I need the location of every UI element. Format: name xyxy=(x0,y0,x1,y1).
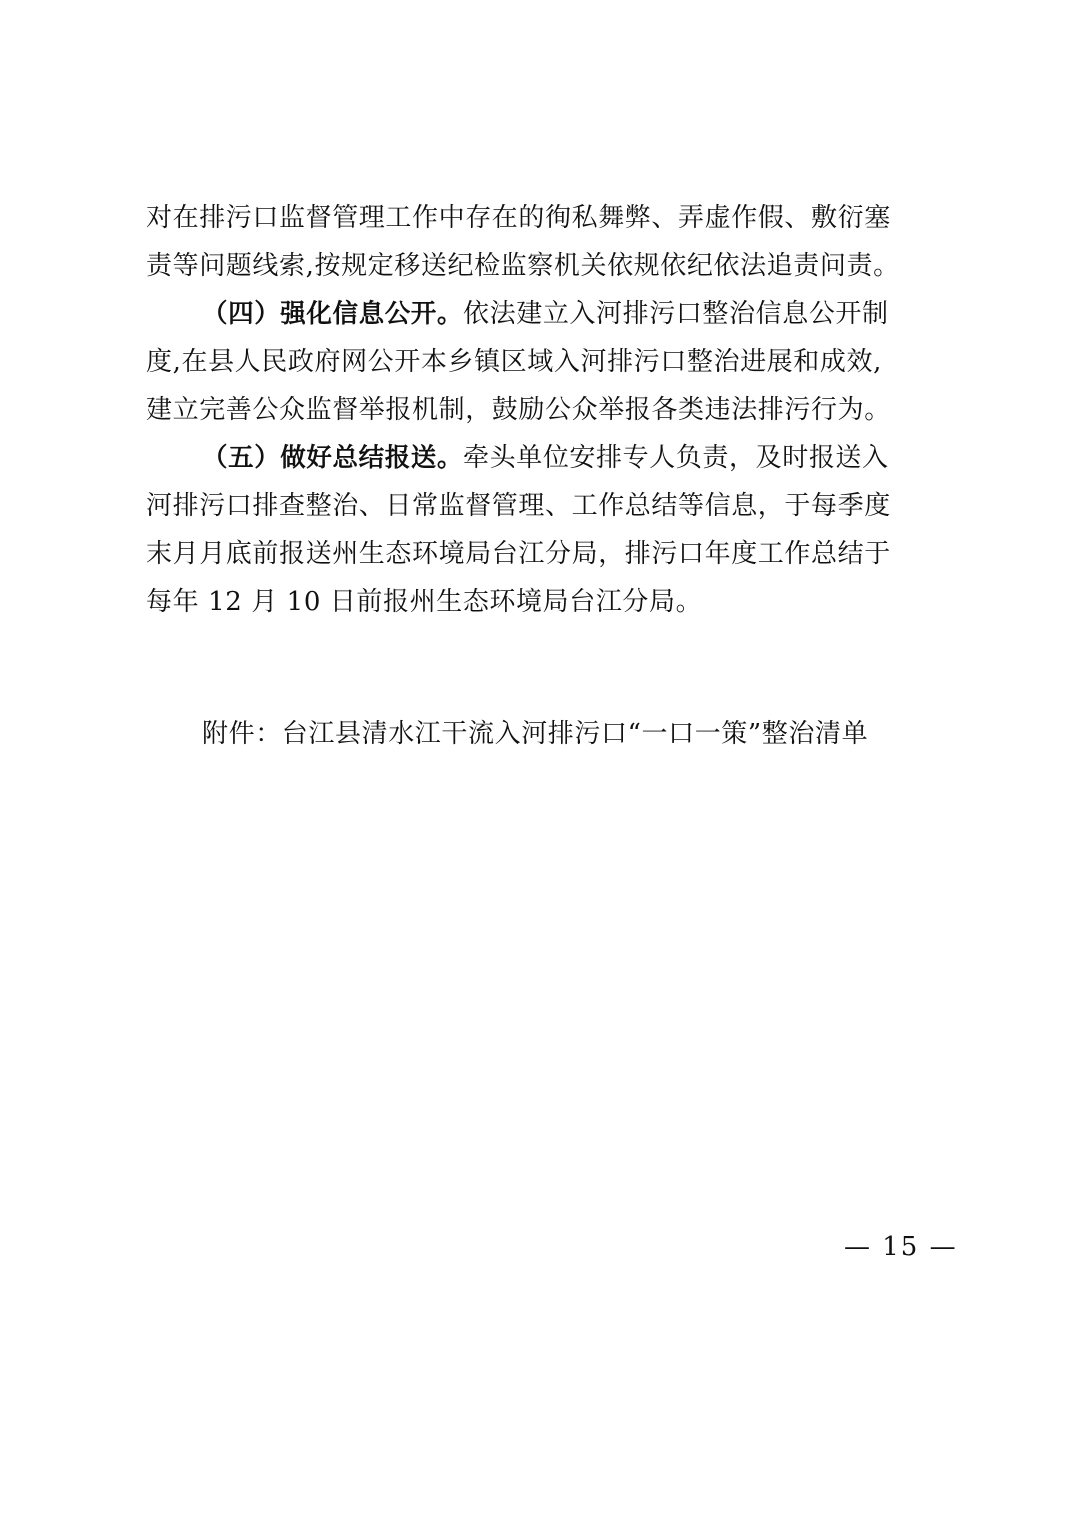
paragraph-3-line-4: 每年 12 月 10 日前报州生态环境局台江分局。 xyxy=(146,587,703,617)
paragraph-2-line-2: 度,在县人民政府网公开本乡镇区域入河排污口整治进展和成效, xyxy=(146,347,882,377)
paragraph-2-line-3: 建立完善公众监督举报机制，鼓励公众举报各类违法排污行为。 xyxy=(146,395,891,425)
paragraph-2-line-1 xyxy=(146,290,938,338)
paragraph-3-line-1-text: 牵头单位安排专人负责，及时报送入 xyxy=(463,443,889,473)
page-number: — 15 — xyxy=(844,1232,958,1262)
section-4-heading: （四）强化信息公开。 xyxy=(202,299,464,329)
paragraph-1-line-1: 对在排污口监督管理工作中存在的徇私舞弊、弄虚作假、敷衍塞 xyxy=(146,203,891,233)
document-body xyxy=(146,194,938,626)
attachment-note: 附件：台江县清水江干流入河排污口“一口一策”整治清单 xyxy=(202,719,869,749)
paragraph-2-line-1-text: 依法建立入河排污口整治信息公开制 xyxy=(463,299,889,329)
paragraph-1-line-2: 责等问题线索,按规定移送纪检监察机关依规依纪依法追责问责。 xyxy=(146,251,900,281)
section-5-heading: （五）做好总结报送。 xyxy=(202,443,464,473)
paragraph-3-line-3: 末月月底前报送州生态环境局台江分局，排污口年度工作总结于 xyxy=(146,539,891,569)
paragraph-3-line-1 xyxy=(146,434,938,482)
paragraph-3-line-2: 河排污口排查整治、日常监督管理、工作总结等信息，于每季度 xyxy=(146,491,891,521)
